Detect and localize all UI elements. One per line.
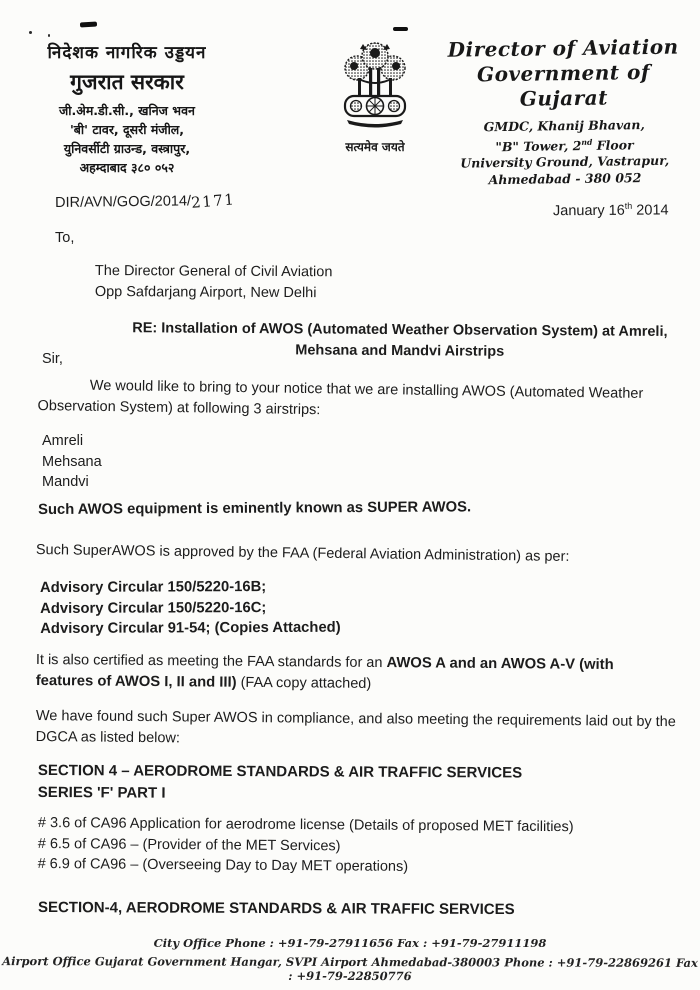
letterhead-english-block <box>432 34 696 189</box>
intro-paragraph: We would like to bring to your notice that we are installing AWOS (Automated Weather Observation System) at following 3 airstrips: <box>37 377 644 419</box>
reference-number: DIR/AVN/GOG/2014/2171 <box>55 190 236 212</box>
handwritten-ref-digits: 2171 <box>190 190 236 212</box>
office-title-line: Director of Aviation <box>447 34 679 62</box>
airstrip-item: Amreli <box>42 433 84 449</box>
advisory-circular-item: Advisory Circular 150/5220-16B; <box>40 579 267 596</box>
subject-heading: RE: Installation of AWOS (Automated Weather Observation System) at Amreli, Mehsana and Mandvi Airstrips <box>132 320 668 360</box>
hindi-address-line: अहम्दाबाद ३८० ०५२ <box>79 160 175 175</box>
faa-approval-line: Such SuperAWOS is approved by the FAA (Federal Aviation Administration) as per: <box>35 542 570 565</box>
office-address-line: GMDC, Khanij Bhavan, <box>483 117 645 135</box>
scan-artifact <box>80 22 97 28</box>
hindi-address-line: जी.अेम.डी.सी., खनिज भवन <box>59 103 195 118</box>
recipient-line: Opp Safdarjang Airport, New Delhi <box>94 283 317 301</box>
footer-airport-office: Airport Office Gujarat Government Hangar, SVPI Airport Ahmedabad-380003 Phone : +91-79-22869261 Fax : +91-79-22850776 <box>2 954 698 984</box>
super-awos-statement: Such AWOS equipment is eminently known as SUPER AWOS. <box>38 499 472 518</box>
ca96-item: # 6.5 of CA96 – (Provider of the MET Services) <box>37 835 341 854</box>
advisory-circular-list <box>40 577 341 640</box>
ashoka-lion-capital-icon <box>327 36 423 136</box>
footer-city-office: City Office Phone : +91-79-27911656 Fax : +91-79-27911198 <box>153 936 547 950</box>
letterhead-hindi-block <box>22 40 232 177</box>
advisory-circular-item: Advisory Circular 91-54; (Copies Attached) <box>40 619 341 637</box>
letter-date: January 16th 2014 <box>552 200 669 220</box>
salutation: Sir, <box>42 351 63 367</box>
ca96-item: # 3.6 of CA96 Application for aerodrome license (Details of proposed MET facilities) <box>37 814 574 836</box>
office-address-line: University Ground, Vastrapur, <box>460 152 670 171</box>
scan-speck <box>48 34 50 37</box>
hindi-address-line: 'बी' टावर, दूसरी मंजील, <box>69 122 185 137</box>
scan-artifact <box>393 27 408 31</box>
advisory-circular-item: Advisory Circular 150/5220-16C; <box>40 599 267 617</box>
hindi-address-line: युनिवर्सीटी ग्राउन्ड, वस्त्रापुर, <box>63 141 191 156</box>
certification-paragraph: It is also certified as meeting the FAA standards for an AWOS A and an AWOS A-V (with features of AWOS I, II and III) (FAA copy attached) <box>35 651 614 692</box>
hindi-subtitle: गुजरात सरकार <box>70 70 184 94</box>
recipient-address <box>95 261 333 303</box>
airstrip-list <box>42 431 102 493</box>
to-label: To, <box>55 230 75 246</box>
airstrip-item: Mehsana <box>42 453 102 470</box>
section-heading: SECTION 4 – AERODROME STANDARDS & AIR TRAFFIC SERVICES SERIES 'F' PART I <box>37 762 523 802</box>
recipient-line: The Director General of Civil Aviation <box>94 262 333 281</box>
hindi-title: निदेशक नागरिक उड्डयन <box>47 43 207 63</box>
satyameva-jayate-caption: सत्यमेव जयते <box>345 140 405 154</box>
section4-heading: SECTION-4, AERODROME STANDARDS & AIR TRAFFIC SERVICES <box>37 899 515 919</box>
ca96-item: # 6.9 of CA96 – (Overseeing Day to Day MET operations) <box>37 855 409 875</box>
compliance-paragraph: We have found such Super AWOS in compliance, and also meeting the requirements laid out by the DGCA as listed below: <box>35 707 676 747</box>
office-address-line: Ahmedabad - 380 052 <box>488 169 642 187</box>
ca96-list <box>38 813 574 879</box>
national-emblem <box>322 36 428 155</box>
office-address-line: "B" Tower, 2nd Floor <box>495 136 634 154</box>
office-title-line: Government of Gujarat <box>476 59 651 111</box>
scan-speck <box>29 31 32 34</box>
airstrip-item: Mandvi <box>42 474 89 490</box>
